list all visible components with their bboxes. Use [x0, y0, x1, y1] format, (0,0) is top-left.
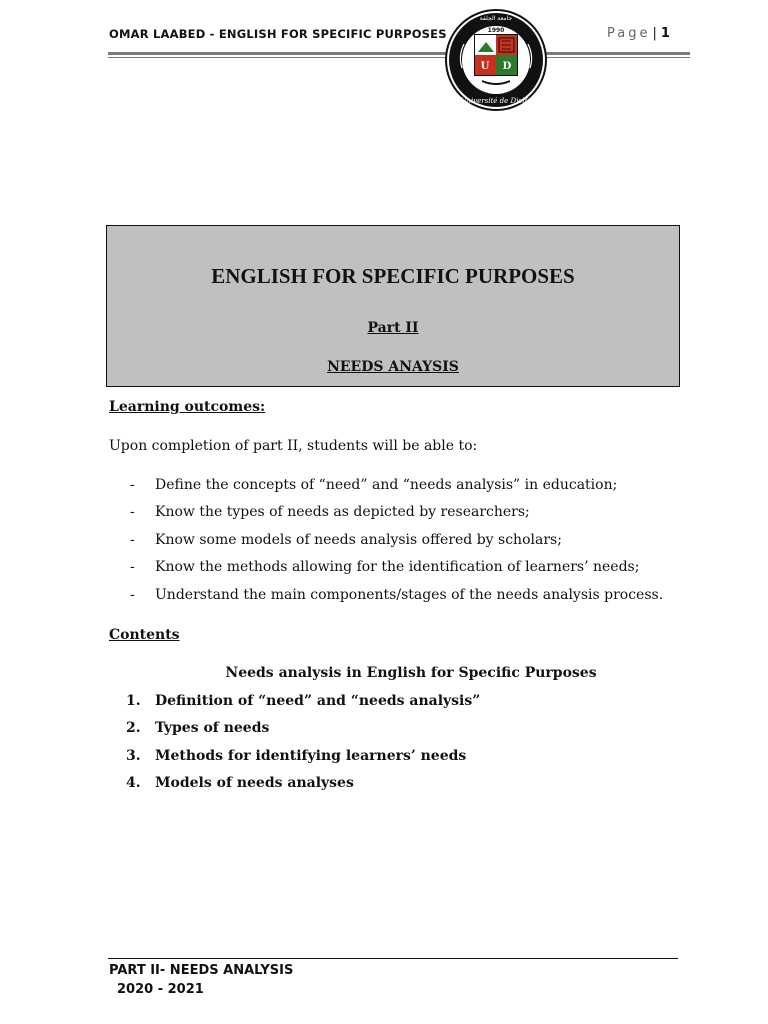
- title-box: [106, 225, 680, 387]
- logo-letter-d: D: [502, 61, 512, 72]
- footer-rule: [108, 958, 678, 959]
- header-rule-thin: [108, 57, 690, 58]
- logo-caption: Université de Djelfa: [460, 97, 532, 105]
- page-label: Page: [607, 26, 651, 41]
- contents-title: Needs analysis in English for Specific Purposes: [225, 665, 597, 681]
- logo-arabic-arc: جامعة الجلفة: [479, 15, 513, 22]
- part-subtitle: NEEDS ANAYSIS: [327, 359, 459, 375]
- contents-heading: Contents: [109, 627, 180, 643]
- page-indicator: [607, 26, 670, 41]
- logo-year: 1990: [487, 27, 505, 34]
- learning-outcomes-intro: Upon completion of part II, students will be able to:: [109, 438, 478, 454]
- part-label: Part II: [367, 320, 419, 336]
- document-title: ENGLISH FOR SPECIFIC PURPOSES: [211, 264, 575, 288]
- university-logo: [444, 8, 548, 112]
- learning-outcomes-heading: Learning outcomes:: [109, 399, 266, 415]
- running-header-title: OMAR LAABED - ENGLISH FOR SPECIFIC PURPOSES: [109, 27, 447, 41]
- header-rule-thick: [108, 52, 690, 55]
- footer-section-label: PART II- NEEDS ANALYSIS: [109, 963, 294, 978]
- page-number: 1: [660, 26, 670, 41]
- page-separator: |: [652, 26, 657, 41]
- footer-academic-year: 2020 - 2021: [117, 982, 204, 997]
- logo-letter-u: U: [480, 61, 490, 72]
